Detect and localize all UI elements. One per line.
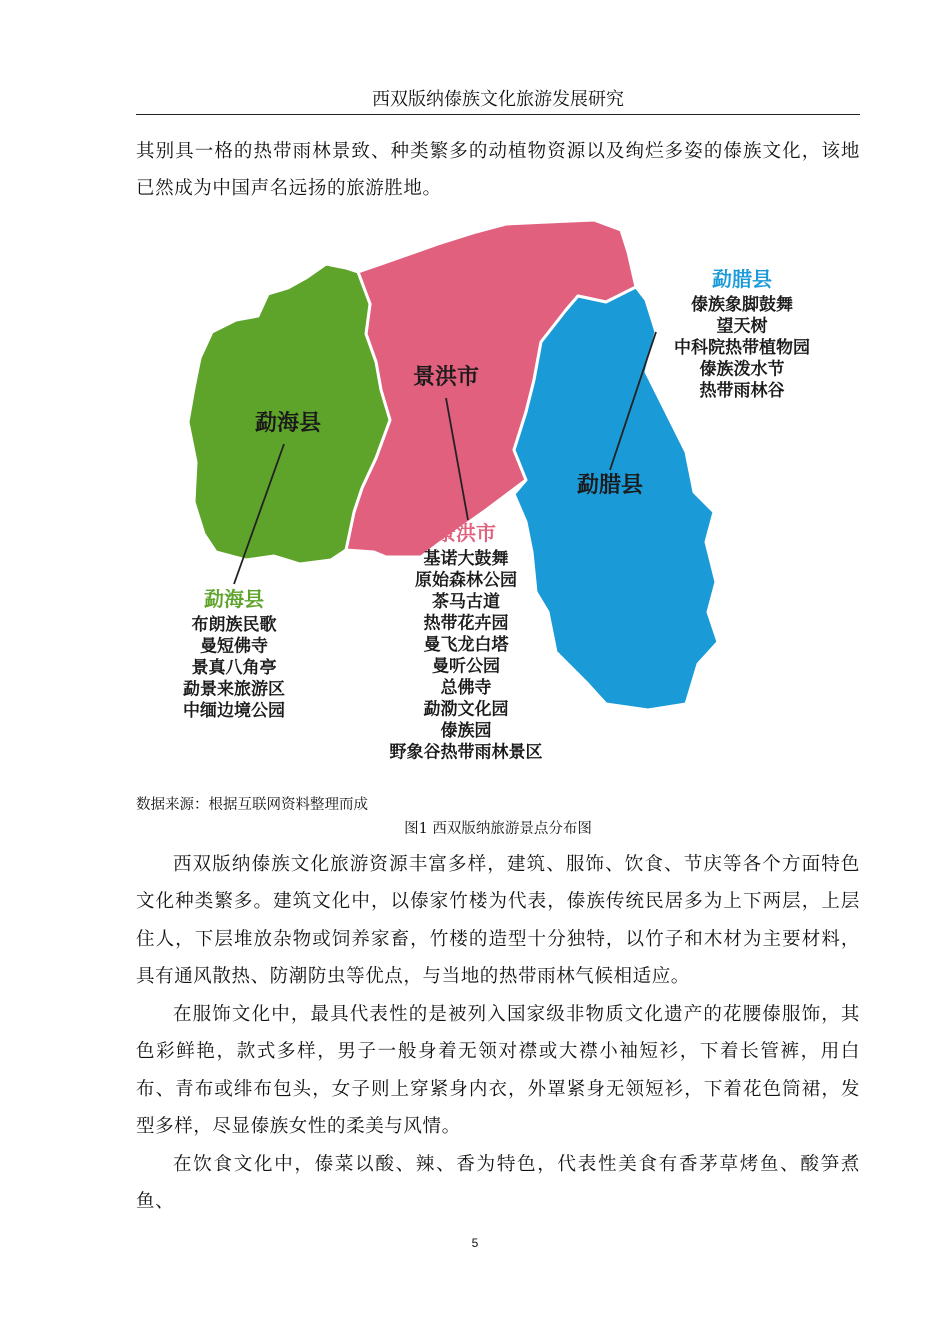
- spot-item: 原始森林公园: [415, 570, 517, 591]
- header-rule: [136, 114, 860, 115]
- spot-item: 中缅边境公园: [183, 701, 285, 721]
- spot-list-title-menghai: 勐海县: [204, 587, 264, 611]
- spot-item: 基诺大鼓舞: [423, 549, 509, 569]
- paragraph-food: 在饮食文化中，傣菜以酸、辣、香为特色，代表性美食有香茅草烤鱼、酸笋煮鱼、: [136, 1154, 860, 1213]
- spot-list-title-jinghong: 景洪市: [436, 521, 496, 545]
- spot-item: 傣族象脚鼓舞: [691, 295, 793, 315]
- spot-item: 傣族园: [440, 721, 492, 741]
- spot-item: 勐景来旅游区: [183, 679, 285, 700]
- spot-list-mengla: [674, 267, 810, 401]
- figure-caption: 图1 西双版纳旅游景点分布图: [404, 821, 592, 837]
- spot-item: 热带花卉园: [423, 613, 509, 634]
- paragraph-intro-continued: 其别具一格的热带雨林景致、种类繁多的动植物资源以及绚烂多姿的傣族文化，该地已然成为中国声名远扬的旅游胜地。: [136, 141, 860, 200]
- page-number: 5: [471, 1236, 479, 1250]
- paragraph-architecture: 西双版纳傣族文化旅游资源丰富多样，建筑、服饰、饮食、节庆等各个方面特色文化种类繁多。建筑文化中，以傣家竹楼为代表，傣族传统民居多为上下两层，上层住人，下层堆放杂物或饲养家畜，竹楼的造型十分独特，以竹子和木材为主要材料，具有通风散热、防潮防虫等优点，与当地的热带雨林气候相适应。: [136, 854, 860, 988]
- spot-item: 布朗族民歌: [191, 615, 277, 635]
- map-label-jinghong: 景洪市: [412, 365, 480, 390]
- spot-item: 热带雨林谷: [699, 381, 785, 401]
- map-label-menghai: 勐海县: [254, 411, 322, 436]
- spot-item: 望天树: [716, 316, 768, 337]
- running-header: 西双版纳傣族文化旅游发展研究: [372, 89, 624, 110]
- spot-item: 曼飞龙白塔: [423, 635, 509, 655]
- spot-list-menghai: [183, 587, 285, 721]
- tourism-distribution-map: [176, 212, 810, 772]
- spot-list-title-mengla: 勐腊县: [712, 267, 772, 291]
- spot-item: 中科院热带植物园: [674, 338, 810, 358]
- spot-item: 曼听公园: [432, 656, 500, 677]
- spot-item: 勐泐文化园: [423, 699, 509, 720]
- spot-item: 总佛寺: [440, 678, 492, 698]
- paragraph-clothing: 在服饰文化中，最具代表性的是被列入国家级非物质文化遗产的花腰傣服饰，其色彩鲜艳，款式多样，男子一般身着无领对襟或大襟小袖短衫，下着长管裤，用白布、青布或绯布包头，女子则上穿紧身内衣，外罩紧身无领短衫，下着花色筒裙，发型多样，尽显傣族女性的柔美与风情。: [136, 1004, 860, 1138]
- map-label-mengla: 勐腊县: [576, 473, 644, 498]
- figure-source-note: 数据来源：根据互联网资料整理而成: [136, 797, 368, 813]
- spot-item: 曼短佛寺: [200, 636, 268, 657]
- spot-item: 野象谷热带雨林景区: [389, 742, 543, 763]
- spot-item: 傣族泼水节: [699, 359, 785, 380]
- spot-item: 茶马古道: [432, 592, 500, 612]
- spot-item: 景真八角亭: [191, 658, 277, 678]
